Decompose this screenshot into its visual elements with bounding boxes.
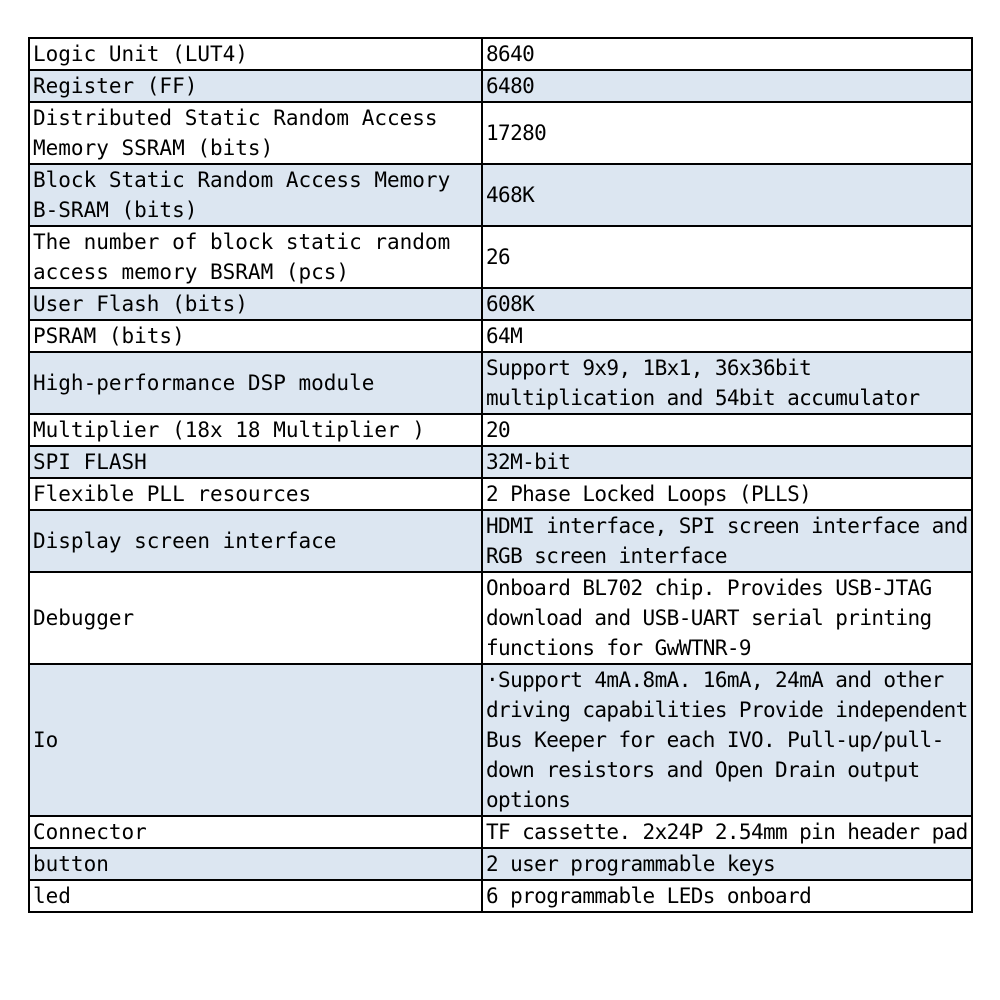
table-row <box>29 414 972 446</box>
table-row <box>29 38 972 70</box>
row-label: Logic Unit (LUT4) <box>29 38 482 70</box>
row-value: 6 programmable LEDs onboard <box>482 880 972 912</box>
table-row <box>29 164 972 226</box>
table-row <box>29 352 972 414</box>
row-value: 2 user programmable keys <box>482 848 972 880</box>
row-value: TF cassette. 2x24P 2.54mm pin header pad <box>482 816 972 848</box>
row-value: 26 <box>482 226 972 288</box>
table-row <box>29 446 972 478</box>
row-value: ·Support 4mA.8mA. 16mA, 24mA and other driving capabilities Provide independent Bus Keeper for each IVO. Pull-up/pull-down resistors and Open Drain output options <box>482 664 972 816</box>
row-label: PSRAM (bits) <box>29 320 482 352</box>
row-label: Block Static Random Access Memory B-SRAM (bits) <box>29 164 482 226</box>
row-value: HDMI interface, SPI screen interface and RGB screen interface <box>482 510 972 572</box>
table-row <box>29 320 972 352</box>
table-row <box>29 288 972 320</box>
table-row <box>29 572 972 664</box>
row-value: 32M-bit <box>482 446 972 478</box>
table-row <box>29 880 972 912</box>
row-value: 608K <box>482 288 972 320</box>
table-row <box>29 664 972 816</box>
row-label: The number of block static random access memory BSRAM (pcs) <box>29 226 482 288</box>
row-value: Support 9x9, 1Bx1, 36x36bit multiplication and 54bit accumulator <box>482 352 972 414</box>
row-label: led <box>29 880 482 912</box>
row-value: 8640 <box>482 38 972 70</box>
row-label: High-performance DSP module <box>29 352 482 414</box>
table-row <box>29 510 972 572</box>
table-row <box>29 102 972 164</box>
row-label: Flexible PLL resources <box>29 478 482 510</box>
row-value: 2 Phase Locked Loops (PLLS) <box>482 478 972 510</box>
table-row <box>29 478 972 510</box>
row-label: Connector <box>29 816 482 848</box>
row-label: button <box>29 848 482 880</box>
table-row <box>29 848 972 880</box>
row-label: Debugger <box>29 572 482 664</box>
table-row <box>29 816 972 848</box>
table-row <box>29 70 972 102</box>
row-value: Onboard BL702 chip. Provides USB-JTAG download and USB-UART serial printing functions for GwWTNR-9 <box>482 572 972 664</box>
row-label: User Flash (bits) <box>29 288 482 320</box>
spec-table <box>28 37 973 913</box>
row-value: 20 <box>482 414 972 446</box>
table-row <box>29 226 972 288</box>
row-label: Io <box>29 664 482 816</box>
row-label: SPI FLASH <box>29 446 482 478</box>
row-label: Display screen interface <box>29 510 482 572</box>
row-value: 17280 <box>482 102 972 164</box>
row-value: 468K <box>482 164 972 226</box>
row-value: 6480 <box>482 70 972 102</box>
row-label: Multiplier (18x 18 Multiplier ) <box>29 414 482 446</box>
row-label: Register (FF) <box>29 70 482 102</box>
row-value: 64M <box>482 320 972 352</box>
row-label: Distributed Static Random Access Memory SSRAM (bits) <box>29 102 482 164</box>
